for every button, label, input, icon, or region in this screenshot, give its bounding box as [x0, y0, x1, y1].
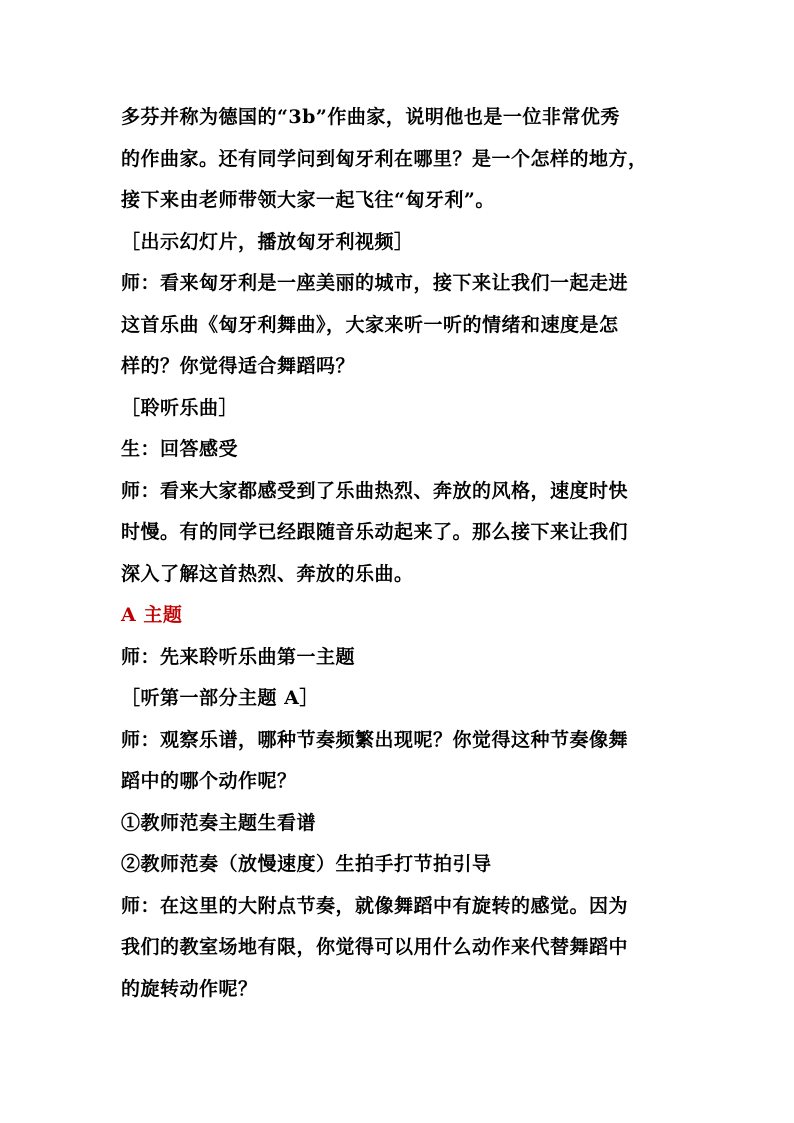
- lesson-plan-text: [121, 97, 681, 1010]
- teacher-line: 师：看来匈牙利是一座美丽的城市，接下来让我们一起走进: [121, 272, 629, 294]
- paragraph-line: 这首乐曲《匈牙利舞曲》，大家来听一听的情绪和速度是怎: [121, 313, 619, 336]
- stage-direction-line: ［出示幻灯片，播放匈牙利视频］: [121, 230, 414, 253]
- step-line: ②教师范奏（放慢速度）生拍手打节拍引导: [121, 853, 492, 875]
- section-heading: A 主题: [121, 604, 183, 626]
- paragraph-line: 样的？你觉得适合舞蹈吗？: [121, 355, 356, 377]
- stage-direction-line: ［聆听乐曲］: [121, 396, 239, 419]
- teacher-line: 师：先来聆听乐曲第一主题: [121, 645, 356, 668]
- paragraph-line: 接下来由老师带领大家一起飞往“匈牙利”。: [121, 189, 495, 211]
- step-line: ①教师范奏主题生看谱: [121, 811, 317, 834]
- paragraph-line: 蹈中的哪个动作呢？: [121, 770, 297, 792]
- paragraph-line: 的作曲家。还有同学问到匈牙利在哪里？是一个怎样的地方，: [121, 147, 648, 170]
- paragraph-line: 深入了解这首热烈、奔放的乐曲。: [121, 562, 414, 585]
- paragraph-line: 时慢。有的同学已经跟随音乐动起来了。那么接下来让我们: [121, 521, 629, 543]
- teacher-line: 师：观察乐谱，哪种节奏频繁出现呢？你觉得这种节奏像舞: [121, 728, 629, 751]
- stage-direction-line: ［听第一部分主题 A］: [121, 687, 319, 709]
- paragraph-line: 的旋转动作呢？: [121, 977, 258, 1000]
- teacher-line: 师：看来大家都感受到了乐曲热烈、奔放的风格，速度时快: [121, 479, 629, 502]
- teacher-line: 师：在这里的大附点节奏，就像舞蹈中有旋转的感觉。因为: [121, 894, 629, 917]
- paragraph-line: 我们的教室场地有限，你觉得可以用什么动作来代替舞蹈中: [121, 936, 629, 958]
- paragraph-line: 多芬并称为德国的“3b”作曲家，说明他也是一位非常优秀: [121, 106, 620, 128]
- student-line: 生：回答感受: [121, 438, 239, 460]
